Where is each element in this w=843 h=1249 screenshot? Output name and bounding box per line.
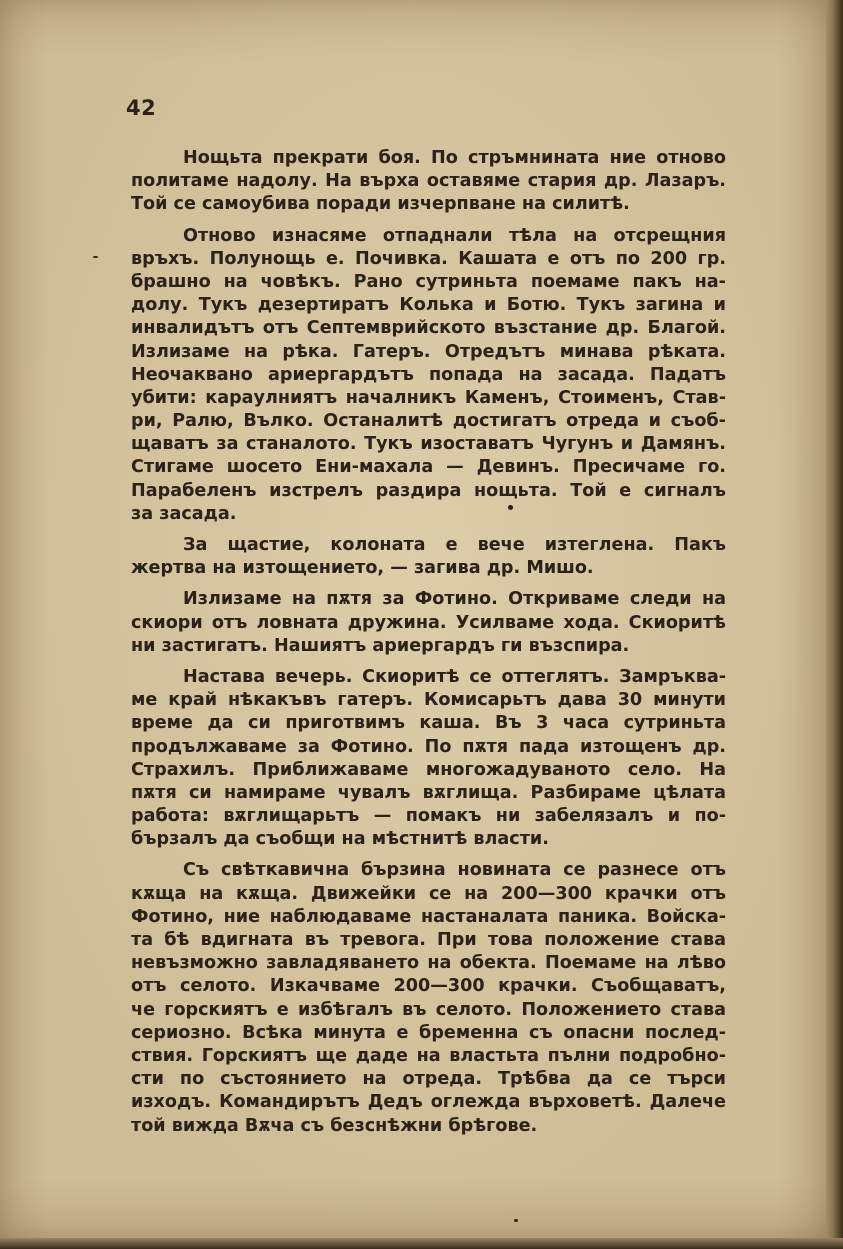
paragraph-5: [131, 666, 726, 852]
text-line: инвалидътъ отъ Септемврийското възстание др. Благой.: [131, 318, 726, 339]
ink-speck: [93, 256, 98, 258]
text-line: Излизаме на рѣка. Гатеръ. Отредътъ минава рѣката.: [131, 341, 726, 362]
text-line: ни застигатъ. Нашиятъ ариергардъ ги възспира.: [131, 635, 630, 656]
text-line: изходъ. Командирътъ Дедъ оглежда върховетѣ. Далече: [131, 1092, 726, 1113]
text-line: невъзможно завладяването на обекта. Поемаме на лѣво: [131, 953, 726, 974]
text-line: За щастие, колоната е вече изтеглена. Пакъ: [183, 535, 726, 555]
page-edge-right: [826, 0, 843, 1249]
text-line: ме край нѣкакъвъ гатеръ. Комисарьтъ дава 30 минути: [131, 690, 726, 711]
text-line: кѫща на кѫща. Движейки се на 200—300 крачки отъ: [131, 883, 726, 904]
ink-speck: [514, 1219, 518, 1222]
paragraph-2: [131, 225, 726, 526]
text-line: пѫтя си намираме чувалъ вѫглища. Разбираме цѣлата: [131, 782, 726, 803]
text-line: че горскиятъ е избѣгалъ въ селото. Положението става: [131, 999, 726, 1020]
text-line: Настава вечерь. Скиоритѣ се оттеглятъ. Замръква-: [183, 666, 726, 687]
text-line: време да си приготвимъ каша. Въ 3 часа сутриньта: [131, 713, 726, 734]
text-line: Фотино, ние наблюдаваме настаналата паника. Войска-: [131, 906, 726, 927]
text-line: бързалъ да съобщи на мѣстнитѣ власти.: [131, 829, 549, 850]
ink-speck: [508, 505, 513, 510]
text-line: политаме надолу. На върха оставяме стария др. Лазаръ.: [131, 171, 726, 192]
paragraph-3: [131, 534, 726, 580]
text-line: продължаваме за Фотино. По пѫтя пада изтощенъ др.: [131, 736, 726, 757]
text-line: връхъ. Полунощь е. Почивка. Кашата е отъ по 200 гр.: [131, 248, 726, 269]
body-text: [131, 147, 726, 1146]
text-line: скиори отъ ловната дружина. Усилваме хода. Скиоритѣ: [131, 612, 726, 633]
text-line: Излизаме на пѫтя за Фотино. Откриваме следи на: [183, 589, 726, 610]
text-line: жертва на изтощението, — загива др. Мишо.: [131, 558, 594, 579]
text-line: Парабеленъ изстрелъ раздира нощьта. Той е сигналъ: [131, 480, 726, 501]
text-line: щаватъ за станалото. Тукъ изоставатъ Чугунъ и Дамянъ.: [131, 434, 726, 455]
text-line: Неочаквано ариергардътъ попада на засада. Падатъ: [131, 364, 726, 385]
text-line: Отново изнасяме отпаднали тѣла на отсрещния: [183, 225, 726, 246]
text-line: работа: вѫглищарьтъ — помакъ ни забелязалъ и по-: [131, 806, 726, 827]
text-line: Съ свѣткавична бързина новината се разнесе отъ: [183, 860, 726, 881]
text-line: та бѣ вдигната въ тревога. При това положение става: [131, 930, 726, 950]
page-edge-bottom: [0, 1238, 843, 1249]
text-line: за засада.: [131, 503, 237, 524]
paragraph-1: [131, 147, 726, 217]
text-line: ствия. Горскиятъ ще даде на властьта пълни подробно-: [131, 1045, 726, 1066]
text-line: отъ селото. Изкачваме 200—300 крачки. Съобщаватъ,: [131, 976, 726, 997]
text-line: брашно на човѣкъ. Рано сутриньта поемаме пакъ на-: [131, 271, 726, 292]
text-line: сериозно. Всѣка минута е бременна съ опасни послед-: [131, 1022, 726, 1043]
text-line: Нощьта прекрати боя. По стръмнината ние отново: [183, 148, 726, 168]
page-number: 42: [126, 96, 157, 120]
text-line: долу. Тукъ дезертиратъ Колька и Ботю. Тукъ загина и: [131, 295, 726, 316]
text-line: Той се самоубива поради изчерпване на силитѣ.: [131, 194, 630, 215]
text-line: убити: караулниятъ началникъ Каменъ, Стоименъ, Став-: [131, 387, 726, 408]
text-line: той вижда Вѫча съ безснѣжни брѣгове.: [131, 1115, 538, 1136]
paragraph-4: [131, 588, 726, 658]
text-line: сти по състоянието на отреда. Трѣбва да се търси: [131, 1069, 726, 1090]
text-line: Стигаме шосето Ени-махала — Девинъ. Пресичаме го.: [131, 457, 726, 478]
text-line: Страхилъ. Приближаваме многожадуваното село. На: [131, 759, 726, 780]
text-line: ри, Ралю, Вълко. Останалитѣ достигатъ отреда и съоб-: [131, 411, 726, 432]
paragraph-6: [131, 859, 726, 1137]
